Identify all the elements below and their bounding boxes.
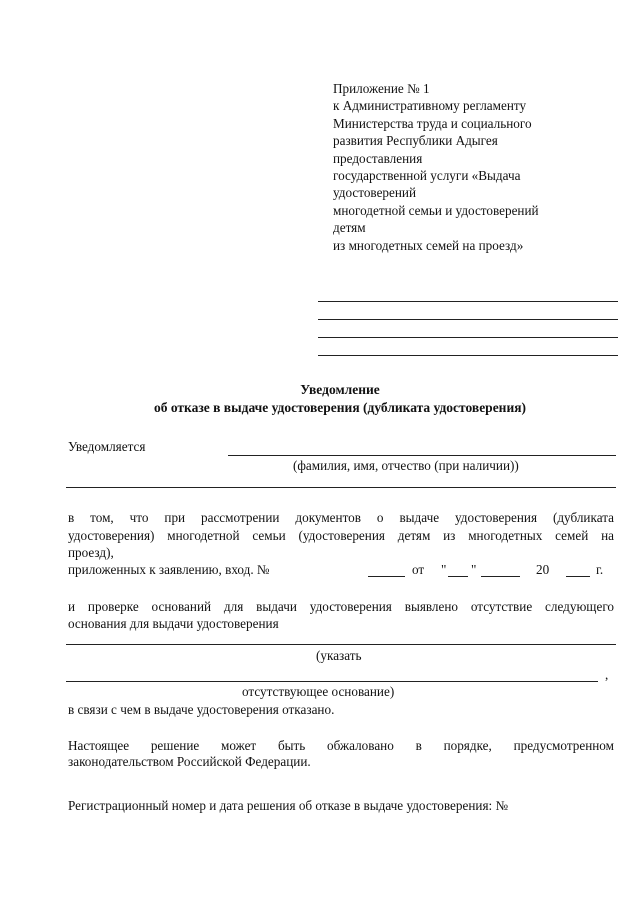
addressee-line[interactable] (318, 337, 618, 338)
incoming-number-field[interactable] (368, 576, 405, 577)
registration-number-label: Регистрационный номер и дата решения об отказе в выдаче удостоверения: № (68, 798, 509, 813)
date-from-label: от (412, 562, 425, 577)
appendix-line: многодетной семьи и удостоверений (333, 202, 539, 218)
appendix-line: государственной услуги «Выдача (333, 168, 521, 184)
paragraph-line: удостоверения) многодетной семьи (удостоверения детям из многодетных семей на (68, 528, 614, 543)
addressee-line[interactable] (318, 319, 618, 320)
appendix-line: Министерства труда и социального (333, 115, 532, 131)
paragraph-line: приложенных к заявлению, вход. № (68, 562, 270, 577)
appendix-block (333, 80, 539, 254)
appeal-line: законодательством Российской Федерации. (68, 754, 311, 769)
appendix-line: к Административному регламенту (333, 98, 527, 114)
date-year-prefix: 20 (536, 562, 550, 577)
quote-open: " (441, 562, 447, 577)
addressee-line[interactable] (318, 301, 618, 302)
comma: , (605, 667, 609, 682)
date-month-field[interactable] (481, 576, 520, 577)
paragraph-line: в том, что при рассмотрении документов о выдаче удостоверения (дубликата (68, 510, 614, 525)
appendix-line: предоставления (333, 150, 423, 166)
paragraph-line: и проверке оснований для выдачи удостоверения выявлено отсутствие следующего (68, 599, 614, 614)
reason-hint-missing: отсутствующее основание) (242, 684, 395, 699)
document-title: Уведомление (300, 382, 380, 397)
notify-label: Уведомляется (68, 439, 146, 454)
date-suffix: г. (596, 562, 604, 577)
reason-line[interactable] (66, 681, 598, 682)
reason-hint-specify: (указать (316, 648, 362, 663)
quote-close: " (471, 562, 477, 577)
date-day-field[interactable] (448, 576, 468, 577)
recipient-name-hint: (фамилия, имя, отчество (при наличии)) (293, 458, 519, 473)
recipient-extra-line[interactable] (66, 487, 616, 488)
appendix-line: развития Республики Адыгея (333, 133, 498, 149)
addressee-line[interactable] (318, 355, 618, 356)
appendix-line: детям (333, 220, 366, 236)
refusal-statement: в связи с чем в выдаче удостоверения отказано. (68, 702, 335, 717)
paragraph-line: основания для выдачи удостоверения (68, 616, 279, 631)
appeal-line: Настоящее решение может быть обжаловано в порядке, предусмотренном (68, 738, 614, 753)
recipient-name-line[interactable] (228, 455, 616, 456)
date-year-field[interactable] (566, 576, 590, 577)
appendix-line: удостоверений (333, 185, 417, 201)
appendix-line: Приложение № 1 (333, 81, 430, 96)
appendix-line: из многодетных семей на проезд» (333, 237, 524, 253)
reason-line[interactable] (66, 644, 616, 645)
document-subtitle: об отказе в выдаче удостоверения (дубликата удостоверения) (153, 400, 527, 415)
paragraph-line: проезд), (68, 545, 114, 560)
